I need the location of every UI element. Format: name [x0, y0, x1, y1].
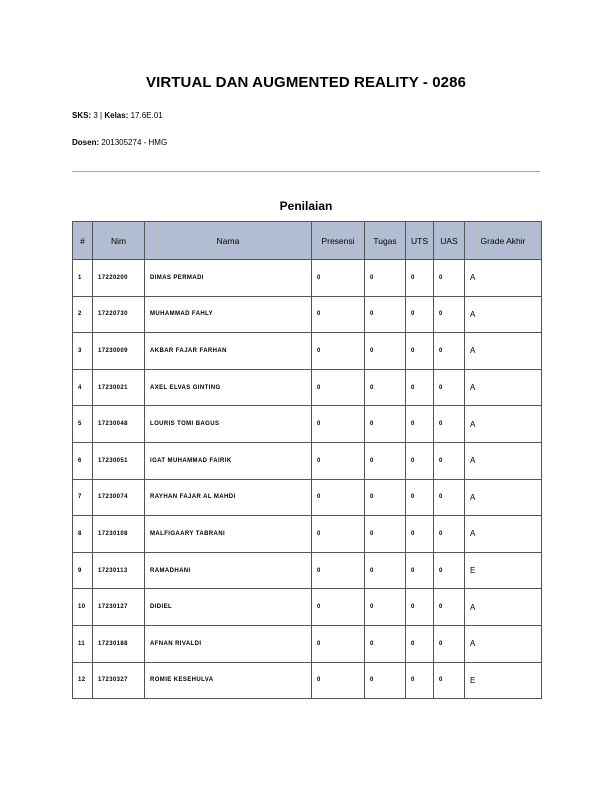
uts-score: 0: [406, 625, 434, 662]
row-number: 11: [73, 625, 93, 662]
kelas-value: 17.6E.01: [130, 111, 163, 120]
student-name: AFNAN RIVALDI: [145, 625, 312, 662]
presensi-score: 0: [312, 406, 365, 443]
uas-score: 0: [434, 625, 465, 662]
uts-score: 0: [406, 260, 434, 297]
divider: [72, 171, 540, 172]
student-name: MUHAMMAD FAHLY: [145, 296, 312, 333]
uas-score: 0: [434, 369, 465, 406]
lecturer-info-line: [72, 138, 167, 147]
presensi-score: 0: [312, 369, 365, 406]
row-number: 7: [73, 479, 93, 516]
final-grade: A: [465, 479, 542, 516]
uas-score: 0: [434, 260, 465, 297]
uas-score: 0: [434, 662, 465, 699]
uts-score: 0: [406, 662, 434, 699]
kelas-label: Kelas:: [104, 111, 129, 120]
uts-score: 0: [406, 442, 434, 479]
presensi-score: 0: [312, 662, 365, 699]
sks-value: 3: [93, 111, 98, 120]
table-row: [73, 516, 542, 553]
sks-label: SKS:: [72, 111, 92, 120]
uas-score: 0: [434, 333, 465, 370]
student-name: AXEL ELVAS GINTING: [145, 369, 312, 406]
uas-score: 0: [434, 406, 465, 443]
uts-score: 0: [406, 516, 434, 553]
student-nim: 17230009: [93, 333, 145, 370]
uts-score: 0: [406, 552, 434, 589]
student-nim: 17230127: [93, 589, 145, 626]
uts-score: 0: [406, 333, 434, 370]
student-name: RAMADHANI: [145, 552, 312, 589]
uts-score: 0: [406, 369, 434, 406]
student-name: AKBAR FAJAR FARHAN: [145, 333, 312, 370]
info-separator: |: [100, 111, 103, 120]
uts-score: 0: [406, 406, 434, 443]
student-nim: 17230327: [93, 662, 145, 699]
section-heading: Penilaian: [279, 199, 333, 213]
dosen-label: Dosen:: [72, 138, 100, 147]
tugas-score: 0: [365, 589, 406, 626]
table-row: [73, 589, 542, 626]
table-row: [73, 442, 542, 479]
uas-score: 0: [434, 589, 465, 626]
presensi-score: 0: [312, 479, 365, 516]
student-name: RAYHAN FAJAR AL MAHDI: [145, 479, 312, 516]
student-nim: 17230188: [93, 625, 145, 662]
student-name: LOURIS TOMI BAGUS: [145, 406, 312, 443]
uas-score: 0: [434, 442, 465, 479]
presensi-score: 0: [312, 260, 365, 297]
column-header: Nim: [93, 222, 145, 260]
final-grade: A: [465, 406, 542, 443]
student-name: DIDIEL: [145, 589, 312, 626]
student-nim: 17230074: [93, 479, 145, 516]
table-row: [73, 333, 542, 370]
table-row: [73, 552, 542, 589]
column-header: Grade Akhir: [465, 222, 542, 260]
course-info-line: [72, 111, 163, 120]
table-row: [73, 260, 542, 297]
uas-score: 0: [434, 479, 465, 516]
tugas-score: 0: [365, 260, 406, 297]
presensi-score: 0: [312, 516, 365, 553]
student-nim: 17220730: [93, 296, 145, 333]
uas-score: 0: [434, 552, 465, 589]
row-number: 9: [73, 552, 93, 589]
tugas-score: 0: [365, 625, 406, 662]
row-number: 3: [73, 333, 93, 370]
presensi-score: 0: [312, 589, 365, 626]
final-grade: E: [465, 552, 542, 589]
grades-table: [72, 221, 542, 699]
table-row: [73, 662, 542, 699]
tugas-score: 0: [365, 369, 406, 406]
tugas-score: 0: [365, 516, 406, 553]
presensi-score: 0: [312, 296, 365, 333]
tugas-score: 0: [365, 333, 406, 370]
row-number: 1: [73, 260, 93, 297]
tugas-score: 0: [365, 552, 406, 589]
column-header: UTS: [406, 222, 434, 260]
row-number: 6: [73, 442, 93, 479]
table-row: [73, 406, 542, 443]
table-row: [73, 479, 542, 516]
student-nim: 17230108: [93, 516, 145, 553]
column-header: #: [73, 222, 93, 260]
uts-score: 0: [406, 296, 434, 333]
presensi-score: 0: [312, 333, 365, 370]
presensi-score: 0: [312, 625, 365, 662]
final-grade: A: [465, 333, 542, 370]
table-row: [73, 369, 542, 406]
final-grade: A: [465, 442, 542, 479]
uas-score: 0: [434, 296, 465, 333]
uts-score: 0: [406, 589, 434, 626]
student-name: ROMIE KESEHULVA: [145, 662, 312, 699]
row-number: 12: [73, 662, 93, 699]
row-number: 10: [73, 589, 93, 626]
page-title: VIRTUAL DAN AUGMENTED REALITY - 0286: [145, 74, 467, 91]
final-grade: A: [465, 369, 542, 406]
final-grade: A: [465, 260, 542, 297]
student-nim: 17230051: [93, 442, 145, 479]
column-header: Tugas: [365, 222, 406, 260]
tugas-score: 0: [365, 442, 406, 479]
final-grade: A: [465, 516, 542, 553]
presensi-score: 0: [312, 442, 365, 479]
tugas-score: 0: [365, 662, 406, 699]
table-row: [73, 296, 542, 333]
column-header: Nama: [145, 222, 312, 260]
final-grade: A: [465, 296, 542, 333]
row-number: 5: [73, 406, 93, 443]
student-nim: 17230113: [93, 552, 145, 589]
column-header: UAS: [434, 222, 465, 260]
uts-score: 0: [406, 479, 434, 516]
student-nim: 17220200: [93, 260, 145, 297]
dosen-value: 201305274 - HMG: [101, 138, 168, 147]
tugas-score: 0: [365, 479, 406, 516]
row-number: 8: [73, 516, 93, 553]
presensi-score: 0: [312, 552, 365, 589]
table-row: [73, 625, 542, 662]
final-grade: E: [465, 662, 542, 699]
row-number: 2: [73, 296, 93, 333]
uas-score: 0: [434, 516, 465, 553]
tugas-score: 0: [365, 406, 406, 443]
student-name: IGAT MUHAMMAD FAIRIK: [145, 442, 312, 479]
tugas-score: 0: [365, 296, 406, 333]
student-nim: 17230048: [93, 406, 145, 443]
student-name: DIMAS PERMADI: [145, 260, 312, 297]
row-number: 4: [73, 369, 93, 406]
student-nim: 17230021: [93, 369, 145, 406]
final-grade: A: [465, 589, 542, 626]
final-grade: A: [465, 625, 542, 662]
column-header: Presensi: [312, 222, 365, 260]
student-name: MALFIGAARY TABRANI: [145, 516, 312, 553]
table-header-row: [73, 222, 542, 260]
